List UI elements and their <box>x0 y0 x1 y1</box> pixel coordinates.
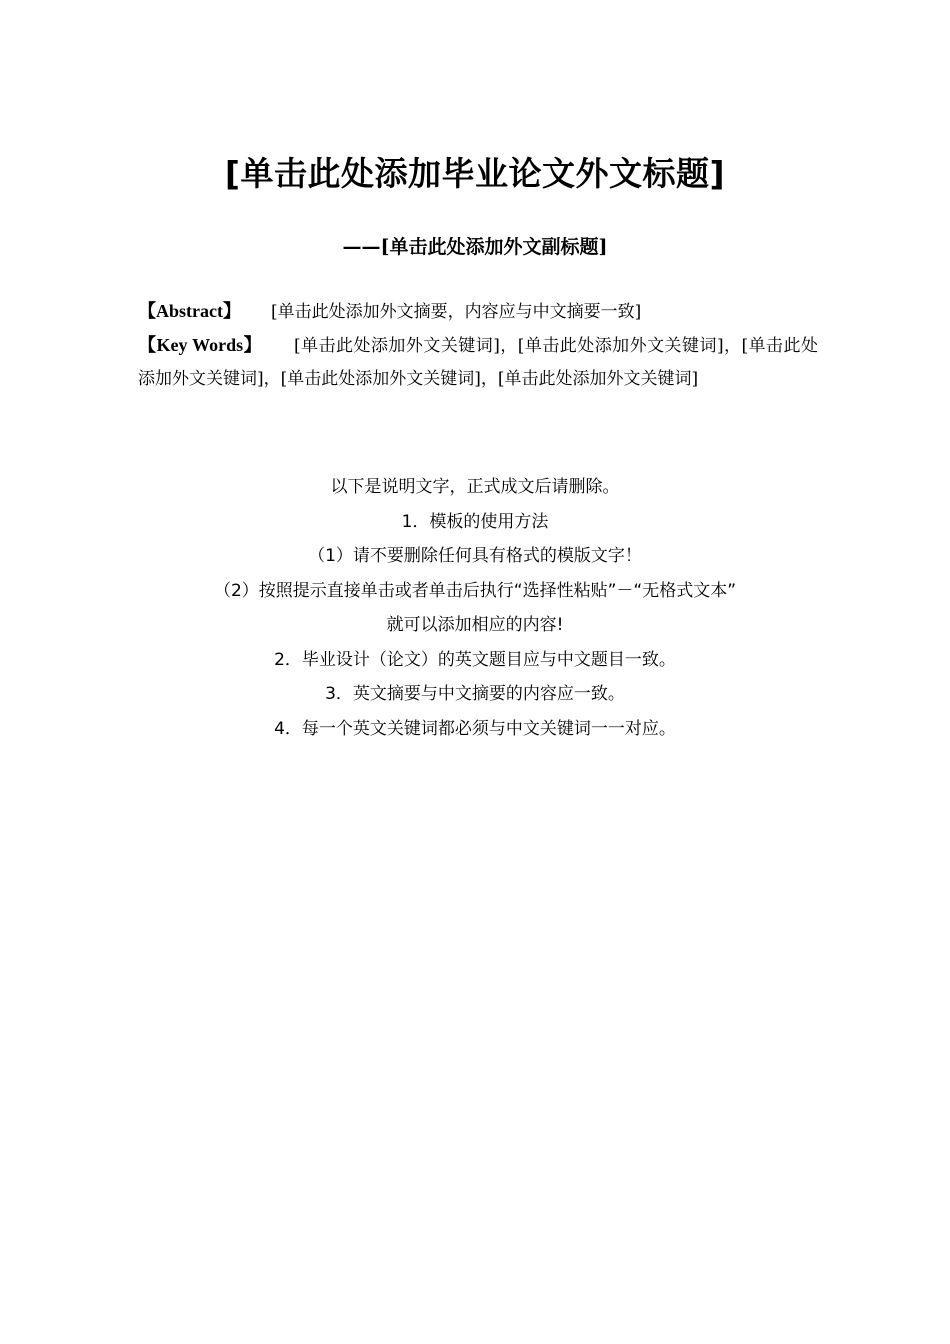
abstract-paragraph <box>138 295 818 328</box>
keywords-label: 【Key Words】 <box>138 335 263 355</box>
note-line: 就可以添加相应的内容! <box>386 615 564 635</box>
instruction-notes <box>0 470 950 746</box>
abstract-label: 【Abstract】 <box>138 301 241 321</box>
note-line: 以下是说明文字，正式成文后请删除。 <box>330 477 620 497</box>
abstract-text[interactable]: [单击此处添加外文摘要，内容应与中文摘要一致] <box>270 302 642 322</box>
note-line: （1）请不要删除任何具有格式的模版文字！ <box>308 546 642 566</box>
keywords-paragraph <box>138 329 818 396</box>
note-line: （2）按照提示直接单击或者单击后执行“选择性粘贴”－“无格式文本” <box>213 580 737 601</box>
note-line: 4．每一个英文关键词都必须与中文关键词一一对应。 <box>274 718 676 739</box>
keywords-text[interactable]: [单击此处添加外文关键词]，[单击此处添加外文关键词]，[单击此处添加外文关键词]，[单击此处添加外文关键词]，[单击此处添加外文关键词] <box>138 336 818 389</box>
note-line: 2．毕业设计（论文）的英文题目应与中文题目一致。 <box>274 649 676 670</box>
paper-title[interactable]: [单击此处添加毕业论文外文标题] <box>224 154 726 193</box>
note-line: 1．模板的使用方法 <box>401 511 549 532</box>
paper-subtitle[interactable]: ——[单击此处添加外文副标题] <box>342 236 608 258</box>
note-line: 3．英文摘要与中文摘要的内容应一致。 <box>325 684 625 704</box>
